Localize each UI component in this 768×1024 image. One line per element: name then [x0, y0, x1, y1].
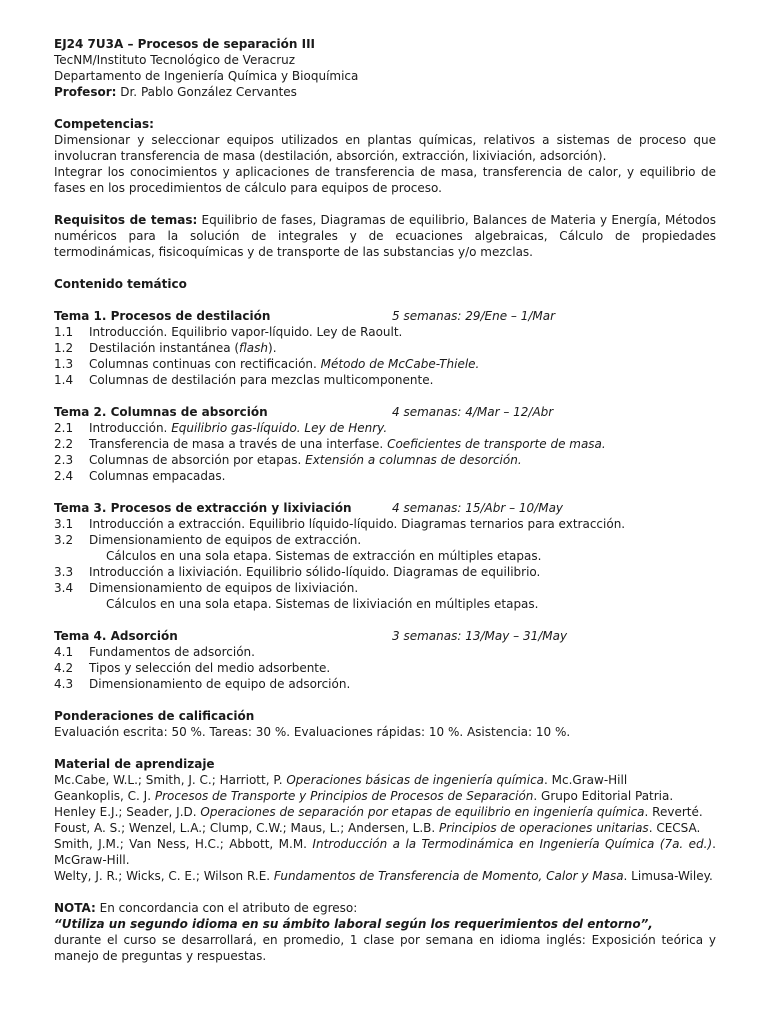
- department: Departamento de Ingeniería Química y Bioquímica: [54, 69, 359, 83]
- item-number: 4.3: [54, 677, 74, 691]
- item-text-end: ).: [268, 341, 277, 355]
- requisitos-text: Equilibrio de fases, Diagramas de equilibrio, Balances de Materia y Energía, Métodos numéricos para la solución de integrales y de ecuaciones algebraicas, Cálculo de propiedades termodinámicas, fisicoquímicas y de transporte de las substancias y/o mezclas.: [54, 213, 716, 259]
- list-item: [54, 356, 716, 372]
- item-text-italic: flash: [239, 341, 269, 355]
- ref-publisher: . CECSA.: [648, 821, 701, 835]
- requisitos-paragraph: [54, 212, 716, 260]
- institution: TecNM/Instituto Tecnológico de Veracruz: [54, 53, 296, 67]
- item-number: 4.1: [54, 645, 74, 659]
- list-subitem: Cálculos en una sola etapa. Sistemas de lixiviación en múltiples etapas.: [106, 597, 539, 611]
- item-text: Destilación instantánea (: [89, 341, 240, 355]
- list-item: [54, 644, 716, 660]
- ponderaciones-heading: Ponderaciones de calificación: [54, 709, 255, 723]
- ref-publisher: . McGraw-Hill.: [54, 837, 716, 867]
- tema-title: Tema 1. Procesos de destilación: [54, 309, 271, 323]
- item-text-italic: Coeficientes de transporte de masa.: [387, 437, 606, 451]
- ref-title: Procesos de Transporte y Principios de Procesos de Separación: [154, 789, 534, 803]
- item-text: Dimensionamiento de equipos de lixiviación.: [89, 581, 359, 595]
- item-text: Transferencia de masa a través de una interfase.: [89, 437, 388, 451]
- item-text: Fundamentos de adsorción.: [89, 645, 255, 659]
- competencias-heading: Competencias:: [54, 117, 154, 131]
- item-text: Columnas continuas con rectificación.: [89, 357, 321, 371]
- reference-item: [54, 804, 716, 820]
- item-text: Columnas empacadas.: [89, 469, 226, 483]
- ref-authors: Henley E.J.; Seader, J.D.: [54, 805, 201, 819]
- list-item: [54, 324, 716, 340]
- reference-item: [54, 772, 716, 788]
- ref-publisher: . Limusa-Wiley.: [623, 869, 713, 883]
- item-text: Dimensionamiento de equipos de extracción.: [89, 533, 362, 547]
- ref-authors: Smith, J.M.; Van Ness, H.C.; Abbott, M.M.: [54, 837, 313, 851]
- list-item: [54, 676, 716, 692]
- item-text-italic: Extensión a columnas de desorción.: [305, 453, 522, 467]
- reference-item: [54, 868, 716, 884]
- list-item: [54, 436, 716, 452]
- nota-text-2: durante el curso se desarrollará, en promedio, 1 clase por semana en idioma inglés: Exposición teórica y manejo de preguntas y respuestas.: [54, 933, 716, 963]
- ref-authors: Welty, J. R.; Wicks, C. E.; Wilson R.E.: [54, 869, 274, 883]
- item-number: 1.2: [54, 341, 74, 355]
- nota-quote: “Utiliza un segundo idioma en su ámbito laboral según los requerimientos del entorno”,: [54, 917, 653, 931]
- material-heading: Material de aprendizaje: [54, 757, 215, 771]
- ref-publisher: . Mc.Graw-Hill: [544, 773, 628, 787]
- item-text: Introducción. Equilibrio vapor-líquido. Ley de Raoult.: [89, 325, 403, 339]
- item-number: 2.1: [54, 421, 74, 435]
- ref-authors: Mc.Cabe, W.L.; Smith, J. C.; Harriott, P.: [54, 773, 287, 787]
- nota-line: [54, 900, 716, 916]
- item-number: 2.4: [54, 469, 74, 483]
- competencias-paragraph-1: Dimensionar y seleccionar equipos utilizados en plantas químicas, relativos a sistemas de proceso que involucran transferencia de masa (destilación, absorción, extracción, lixiviación, adsorción).: [54, 133, 716, 163]
- item-text-italic: Equilibrio gas-líquido. Ley de Henry.: [171, 421, 388, 435]
- list-item: [54, 660, 716, 676]
- list-item: [54, 420, 716, 436]
- course-title: EJ24 7U3A – Procesos de separación III: [54, 37, 316, 51]
- tema-2-header: [54, 404, 716, 420]
- item-number: 1.4: [54, 373, 74, 387]
- item-number: 3.4: [54, 581, 74, 595]
- item-text: Columnas de destilación para mezclas multicomponente.: [89, 373, 434, 387]
- item-number: 2.2: [54, 437, 74, 451]
- tema-3-header: [54, 500, 716, 516]
- nota-text: En concordancia con el atributo de egreso:: [95, 901, 358, 915]
- ref-title: Operaciones básicas de ingeniería química: [286, 773, 545, 787]
- competencias-paragraph-2: Integrar los conocimientos y aplicaciones de transferencia de masa, transferencia de calor, y equilibrio de fases en los procedimientos de cálculo para equipos de proceso.: [54, 165, 716, 195]
- tema-duration: 4 semanas: 4/Mar – 12/Abr: [392, 405, 554, 419]
- item-text: Introducción a extracción. Equilibrio líquido-líquido. Diagramas ternarios para extracción.: [89, 517, 626, 531]
- item-number: 3.1: [54, 517, 74, 531]
- professor-name: Dr. Pablo González Cervantes: [116, 85, 297, 99]
- tema-1-header: [54, 308, 716, 324]
- item-text-italic: Método de McCabe-Thiele.: [320, 357, 480, 371]
- list-item: [54, 468, 716, 484]
- list-item: [54, 564, 716, 580]
- list-item: [54, 580, 716, 596]
- item-number: 1.3: [54, 357, 74, 371]
- reference-item: [54, 820, 716, 836]
- item-number: 4.2: [54, 661, 74, 675]
- list-item: [54, 340, 716, 356]
- professor-label: Profesor:: [54, 85, 117, 99]
- item-text: Tipos y selección del medio adsorbente.: [89, 661, 331, 675]
- tema-title: Tema 3. Procesos de extracción y lixiviación: [54, 501, 352, 515]
- professor-line: [54, 84, 716, 100]
- tema-4-header: [54, 628, 716, 644]
- ref-publisher: . Grupo Editorial Patria.: [533, 789, 674, 803]
- list-item: [54, 372, 716, 388]
- ref-title: Introducción a la Termodinámica en Ingeniería Química (7a. ed.): [312, 837, 713, 851]
- list-subitem: Cálculos en una sola etapa. Sistemas de extracción en múltiples etapas.: [106, 549, 542, 563]
- list-item: [54, 532, 716, 548]
- ref-authors: Geankoplis, C. J.: [54, 789, 155, 803]
- contenido-heading: Contenido temático: [54, 277, 187, 291]
- nota-label: NOTA:: [54, 901, 96, 915]
- tema-duration: 4 semanas: 15/Abr – 10/May: [392, 501, 564, 515]
- tema-title: Tema 2. Columnas de absorción: [54, 405, 268, 419]
- syllabus-document: [54, 36, 716, 964]
- tema-duration: 5 semanas: 29/Ene – 1/Mar: [392, 309, 556, 323]
- reference-item: [54, 836, 716, 868]
- requisitos-label: Requisitos de temas:: [54, 213, 198, 227]
- item-text: Columnas de absorción por etapas.: [89, 453, 306, 467]
- ref-authors: Foust, A. S.; Wenzel, L.A.; Clump, C.W.; Maus, L.; Andersen, L.B.: [54, 821, 440, 835]
- ref-title: Fundamentos de Transferencia de Momento, Calor y Masa: [273, 869, 624, 883]
- ref-title: Principios de operaciones unitarias: [439, 821, 649, 835]
- item-text: Dimensionamiento de equipo de adsorción.: [89, 677, 351, 691]
- item-number: 1.1: [54, 325, 74, 339]
- item-number: 3.3: [54, 565, 74, 579]
- ref-title: Operaciones de separación por etapas de equilibrio en ingeniería química: [200, 805, 645, 819]
- ponderaciones-text: Evaluación escrita: 50 %. Tareas: 30 %. Evaluaciones rápidas: 10 %. Asistencia: 10 %.: [54, 725, 571, 739]
- ref-publisher: . Reverté.: [644, 805, 703, 819]
- item-number: 2.3: [54, 453, 74, 467]
- tema-duration: 3 semanas: 13/May – 31/May: [392, 629, 568, 643]
- reference-item: [54, 788, 716, 804]
- item-number: 3.2: [54, 533, 74, 547]
- tema-title: Tema 4. Adsorción: [54, 629, 178, 643]
- list-item: [54, 452, 716, 468]
- item-text: Introducción a lixiviación. Equilibrio sólido-líquido. Diagramas de equilibrio.: [89, 565, 541, 579]
- item-text: Introducción.: [89, 421, 172, 435]
- list-item: [54, 516, 716, 532]
